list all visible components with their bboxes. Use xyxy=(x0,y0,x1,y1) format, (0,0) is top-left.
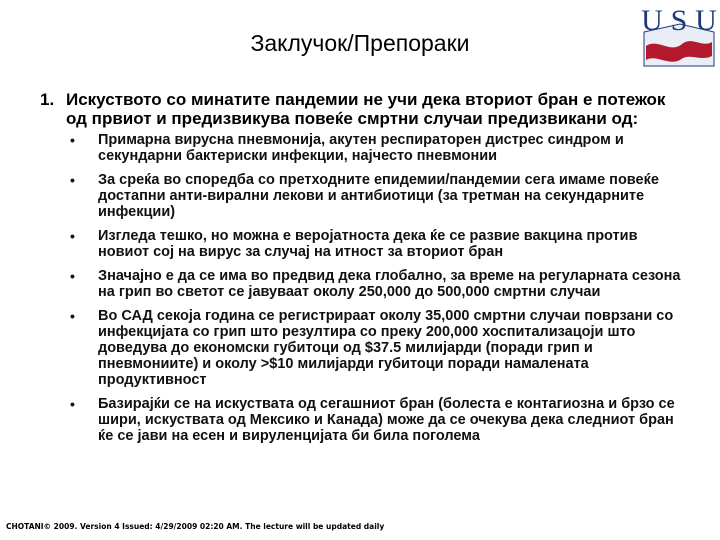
sub-point xyxy=(70,268,700,300)
bullet-icon: • xyxy=(70,396,75,412)
sub-point xyxy=(70,228,700,260)
main-point-number: 1. xyxy=(40,90,55,109)
sub-point xyxy=(70,132,700,164)
footer-note: CHOTANI© 2009. Version 4 Issued: 4/29/2009 02:20 AM. The lecture will be updated daily xyxy=(6,522,385,531)
sub-point-text: Базирајќи се на искуствата од сегашниот бран (болеста е контагиозна и брзо се шири, искуствата од Мексико и Канада) може да се очекува дека следниот бран ќе се јави на есен и вируленцијата би била поголема xyxy=(98,396,675,444)
bullet-icon: • xyxy=(70,308,75,324)
bullet-icon: • xyxy=(70,268,75,284)
sub-point-list xyxy=(40,132,700,444)
bullet-icon: • xyxy=(70,228,75,244)
logo-letter-3: U xyxy=(695,4,717,37)
sub-point-text: Значајно е да се има во предвид дека глобално, за време на регуларната сезона на грип во светот се јавуваат околу 250,000 до 500,000 смртни случаи xyxy=(98,268,681,300)
sub-point-text: За среќа во споредба со претходните епидемии/пандемии сега имаме повеќе достапни анти-вирални лекови и антибиотици (за третман на секундарните инфекции) xyxy=(98,172,659,220)
bullet-icon: • xyxy=(70,132,75,148)
main-point xyxy=(40,90,700,128)
sub-point xyxy=(70,172,700,220)
sub-point-text: Примарна вирусна пневмонија, акутен респираторен дистрес синдром и секундарни бактериски инфекции, најчесто пневмонии xyxy=(98,132,624,164)
slide-content xyxy=(40,90,700,452)
usu-logo-icon xyxy=(640,2,718,68)
sub-point xyxy=(70,308,700,388)
logo-letter-2: S xyxy=(670,4,688,37)
sub-point xyxy=(70,396,700,444)
sub-point-text: Изгледа тешко, но можна е веројатноста дека ќе се развие вакцина против новиот сој на вирус за случај на итност за вториот бран xyxy=(98,228,638,260)
logo-letter-1: U xyxy=(641,4,663,37)
main-point-text: Искуството со минатите пандемии не учи дека вториот бран е потежок од првиот и предизвикува повеќе смртни случаи предизвикани од: xyxy=(66,90,666,128)
bullet-icon: • xyxy=(70,172,75,188)
slide-title: Заклучок/Препораки xyxy=(250,30,470,56)
sub-point-text: Во САД секоја година се регистрираат околу 35,000 смртни случаи поврзани со инфекцијата со грип што резултира со преку 200,000 хоспитализацоји што доведува до економски губитоци од $37.5 милијарди (поради грип и пневмониите) и околу >$10 милијарди губитоци поради намалената продуктивност xyxy=(98,308,674,388)
